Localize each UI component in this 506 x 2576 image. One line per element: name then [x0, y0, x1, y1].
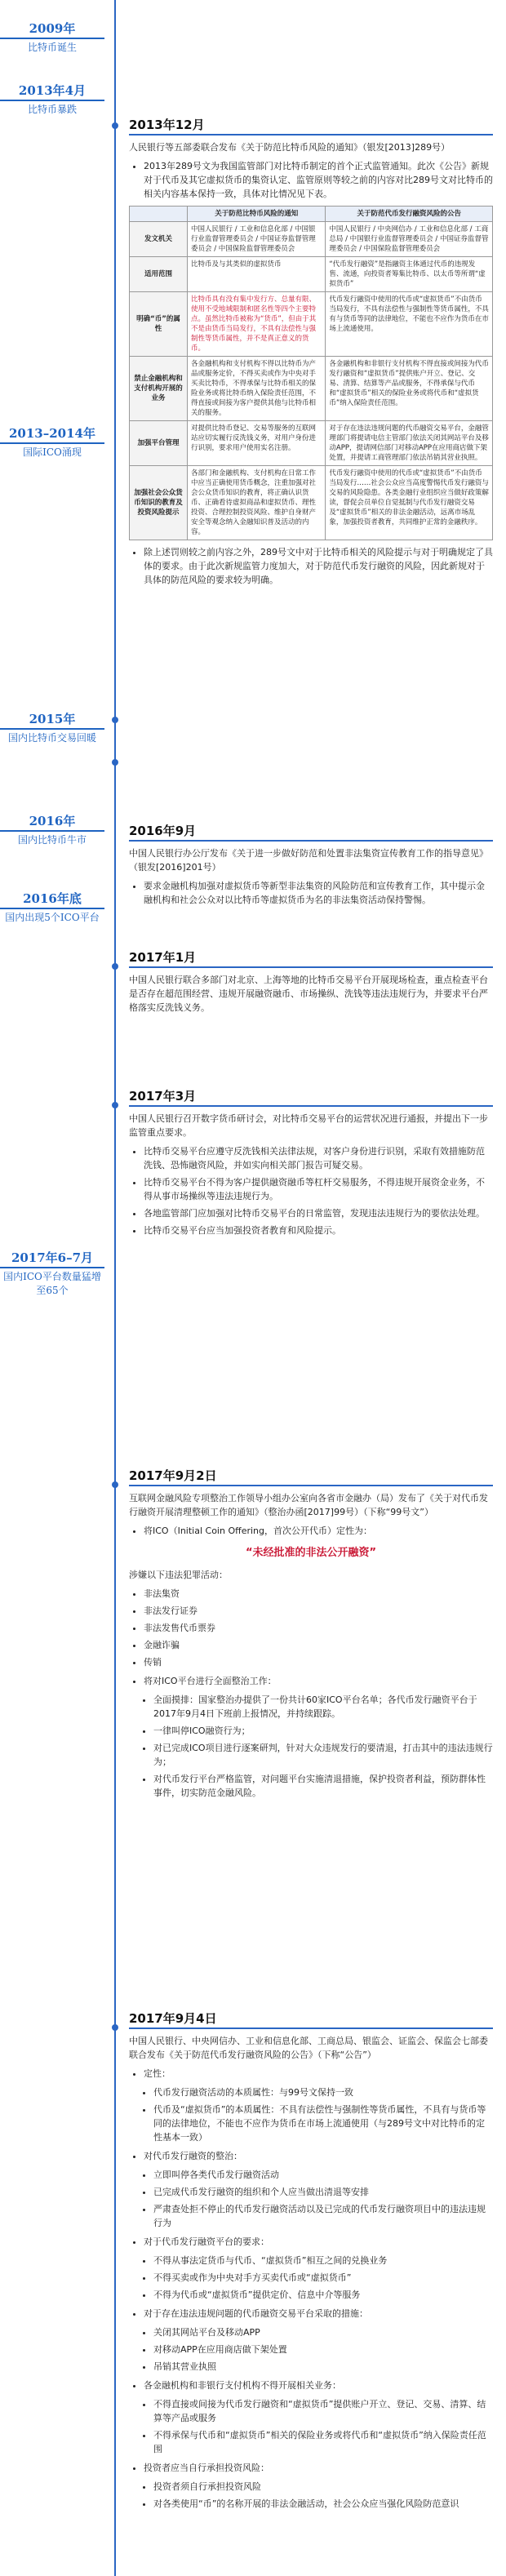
- table-row: [130, 292, 493, 357]
- section-2016-09: [129, 824, 493, 912]
- table-header: 关于防范代币发行融资风险的公告: [326, 207, 493, 222]
- timeline-desc: 比特币暴跌: [27, 104, 77, 115]
- timeline-year: 2017年6–7月: [0, 1249, 104, 1268]
- list-item: • 代币及“虚拟货币”的本质属性：不具有法偿性与强制性等货币属性，不具有与货币等同的法律地位，不能也不应作为货币在市场上流通使用（与289号文中对比特币的定性基本一致）: [153, 2103, 493, 2144]
- timeline-dot: [112, 1102, 118, 1108]
- list-item: • 不得直接或间接为代币发行融资和“虚拟货币”提供账户开立、登记、交易、清算、结算等产品或服务: [153, 2397, 493, 2425]
- sub-list: [129, 2480, 493, 2511]
- section-2013-12: [129, 118, 493, 592]
- list-item: • 一律叫停ICO融资行为；: [153, 1724, 493, 1738]
- row-header: 发文机关: [130, 222, 188, 257]
- section-2017-03: [129, 1090, 493, 1242]
- timeline-year: 2016年: [0, 812, 104, 832]
- section-subhead: 涉嫌以下违法犯罪活动：: [129, 1570, 228, 1580]
- section-bullets: [129, 159, 493, 201]
- table-cell: 各金融机构和非银行支付机构不得直接或间接为代币发行融资和“虚拟货币”提供账户开立、登记、交易、清算、结算等产品或服务，不得承保与代币和“虚拟货币”相关的保险业务或将代币和“虚拟货币”纳入保险责任范围。: [326, 357, 493, 421]
- table-row: [130, 222, 493, 257]
- section-date: 2017年9月2日: [129, 1469, 493, 1486]
- table-cell: 中国人民银行 / 工业和信息化部 / 中国银行业监督管理委员会 / 中国证券监督管理委员会 / 中国保险监督管理委员会: [188, 222, 326, 257]
- table-header: 关于防范比特币风险的通知: [188, 207, 326, 222]
- list-item: • 吊销其营业执照: [153, 2360, 493, 2374]
- section-bullets: [129, 2067, 493, 2081]
- list-item: • 对移动APP在应用商店做下架处置: [153, 2343, 493, 2356]
- timeline-year: 2013年4月: [0, 82, 104, 101]
- list-item: • 不得承保与代币和“虚拟货币”相关的保险业务或将代币和“虚拟货币”纳入保险责任范围: [153, 2428, 493, 2456]
- section-intro: 中国人民银行办公厅发布《关于进一步做好防范和处置非法集资宣传教育工作的指导意见》（银发[2016]201号）: [129, 848, 488, 873]
- section-date: 2013年12月: [129, 118, 493, 135]
- table-cell: “代币发行融资”是指融资主体通过代币的违规发售、流通，向投资者筹集比特币、以太币等所谓“虚拟货币”: [326, 257, 493, 292]
- bullet-item: • 对代币发行融资的整治：: [144, 2149, 493, 2163]
- bullet-item: • 比特币交易平台应当加强投资者教育和风险提示。: [144, 1224, 493, 1237]
- timeline-dot: [112, 759, 118, 766]
- section-intro: 人民银行等五部委联合发布《关于防范比特币风险的通知》（银发[2013]289号）: [129, 142, 451, 153]
- bullet-item: • 对于存在违法违规问题的代币融资交易平台采取的措施：: [144, 2307, 493, 2321]
- timeline-2009: [0, 20, 104, 55]
- timeline-desc: 国际ICO涌现: [23, 446, 82, 458]
- section-bullets: [129, 2149, 493, 2163]
- section-intro: 互联网金融风险专项整治工作领导小组办公室向各省市金融办（局）发布了《关于对代币发行融资开展清理整顿工作的通知》（整治办函[2017]99号）（下称“99号文”）: [129, 1493, 488, 1517]
- row-header: 禁止金融机构和支付机构开展的业务: [130, 357, 188, 421]
- list-item: • 严肃查处拒不停止的代币发行融资活动以及已完成的代币发行融资项目中的违法违规行为: [153, 2202, 493, 2230]
- timeline-dot: [112, 717, 118, 723]
- section-bullets: [129, 2461, 493, 2475]
- timeline-year: 2013–2014年: [0, 424, 104, 444]
- crime-list: [129, 1587, 493, 1669]
- table-cell: 对提供比特币登记、交易等服务的互联网站应切实履行反洗钱义务，对用户身份进行识别，要求用户使用实名注册。: [188, 421, 326, 466]
- timeline-year: 2015年: [0, 710, 104, 730]
- table-cell: 代币发行融资中使用的代币或“虚拟货币”不由货币当局发行，不具有法偿性与强制性等货币属性，不具有与货币等同的法律地位，不能也不应作为货币在市场上流通使用。: [326, 292, 493, 357]
- ico-definition-quote: “未经批准的非法公开融资”: [245, 1547, 377, 1559]
- list-item: • 已完成代币发行融资的组织和个人应当做出清退等安排: [153, 2185, 493, 2199]
- list-item: • 对各类使用“币”的名称开展的非法金融活动，社会公众应当强化风险防范意识: [153, 2497, 493, 2511]
- sub-list: [129, 2168, 493, 2230]
- section-bullets: [129, 1524, 493, 1538]
- sub-list: [129, 2325, 493, 2374]
- table-row: [130, 357, 493, 421]
- timeline-year: 2009年: [0, 20, 104, 39]
- timeline-desc: 比特币诞生: [27, 42, 77, 53]
- list-item: • 不得从事法定货币与代币、“虚拟货币”相互之间的兑换业务: [153, 2254, 493, 2267]
- section-date: 2017年1月: [129, 951, 493, 968]
- sub-list: [129, 2085, 493, 2144]
- table-corner: [130, 207, 188, 222]
- section-intro: 中国人民银行、中央网信办、工业和信息化部、工商总局、银监会、证监会、保监会七部委联合发布《关于防范代币发行融资风险的公告》（下称“公告”）: [129, 2036, 488, 2060]
- section-intro: 中国人民银行召开数字货币研讨会，对比特币交易平台的运营状况进行通报，并提出下一步监管重点要求。: [129, 1113, 488, 1138]
- table-cell: 对于存在违法违规问题的代币融资交易平台，金融管理部门将提请电信主管部门依法关闭其网站平台及移动APP，提请网信部门对移动APP在应用商店做下架处置，并提请工商管理部门依法吊销其营业执照。: [326, 421, 493, 466]
- section-date: 2017年9月4日: [129, 2012, 493, 2029]
- table-row: [130, 257, 493, 292]
- bullet-item: • 将对ICO平台进行全面整治工作：: [144, 1674, 493, 1688]
- bullet-item: • 比特币交易平台应遵守反洗钱相关法律法规，对客户身份进行识别，采取有效措施防范洗钱、恐怖融资风险，并如实向相关部门报告可疑交易。: [144, 1144, 493, 1172]
- sub-list: [129, 2254, 493, 2302]
- table-cell: 中国人民银行 / 中央网信办 / 工业和信息化部 / 工商总局 / 中国银行业监督管理委员会 / 中国证券监督管理委员会 / 中国保险监督管理委员会: [326, 222, 493, 257]
- list-item: • 不得买卖或作为中央对手方买卖代币或“虚拟货币”: [153, 2271, 493, 2285]
- timeline-desc: 国内ICO平台数量猛增至65个: [3, 1271, 101, 1296]
- timeline-2016-end: [0, 890, 104, 925]
- comparison-table: [129, 206, 493, 540]
- timeline-2013-2014: [0, 424, 104, 460]
- row-header: 适用范围: [130, 257, 188, 292]
- section-bullets: [129, 545, 493, 587]
- timeline-2016: [0, 812, 104, 847]
- bullet-item: • 比特币交易平台不得为客户提供融资融币等杠杆交易服务，不得违规开展资金业务，不得从事市场操纵等违法违规行为。: [144, 1175, 493, 1203]
- section-2017-09-04: [129, 2012, 493, 2516]
- timeline-2015: [0, 710, 104, 745]
- timeline-year: 2016年底: [0, 890, 104, 909]
- section-2017-09-02: [129, 1469, 493, 1805]
- table-cell: 比特币具有没有集中发行方、总量有限、使用不受地域限制和匿名性等四个主要特点。虽然比特币被称为“货币”，但由于其不是由货币当局发行，不具有法偿性与强制性等货币属性，并不是真正意义的货币。: [188, 292, 326, 357]
- timeline-dot: [112, 122, 118, 129]
- bullet-item: • 各地监管部门应加强对比特币交易平台的日常监管，发现违法违规行为的要依法处理。: [144, 1206, 493, 1220]
- section-bullets: [129, 1674, 493, 1688]
- list-item: • 非法发售代币票券: [144, 1621, 493, 1635]
- table-row: [130, 466, 493, 540]
- timeline-desc: 国内比特币交易回暖: [7, 732, 96, 744]
- list-item: • 立即叫停各类代币发行融资活动: [153, 2168, 493, 2182]
- timeline-desc: 国内比特币牛市: [17, 834, 87, 846]
- bullet-item: • 各金融机构和非银行支付机构不得开展相关业务：: [144, 2378, 493, 2392]
- bullet-item: • 对于代币发行融资平台的要求：: [144, 2235, 493, 2249]
- table-row: [130, 421, 493, 466]
- bullet-item: • 将ICO（Initial Coin Offering，首次公开代币）定性为：: [144, 1524, 493, 1538]
- section-bullets: [129, 1144, 493, 1237]
- list-item: • 全面摸排：国家整治办提供了一份共计60家ICO平台名单；各代币发行融资平台于2017年9月4日下班前上报情况，并持续跟踪。: [153, 1693, 493, 1721]
- list-item: • 金融诈骗: [144, 1638, 493, 1652]
- timeline-dot: [112, 2024, 118, 2031]
- list-item: • 代币发行融资活动的本质属性：与99号文保持一致: [153, 2085, 493, 2099]
- section-body: 中国人民银行联合多部门对北京、上海等地的比特币交易平台开展现场检查，重点检查平台是否存在超范围经营、违规开展融资融币、市场操纵、洗钱等违法违规行为，并要求平台严格落实反洗钱义务。: [129, 975, 488, 1013]
- list-item: • 关闭其网站平台及移动APP: [153, 2325, 493, 2339]
- list-item: • 投资者须自行承担投资风险: [153, 2480, 493, 2494]
- timeline-dot: [112, 963, 118, 970]
- sub-list: [129, 1693, 493, 1800]
- bullet-item: • 定性：: [144, 2067, 493, 2081]
- row-header: 明确“币”的属性: [130, 292, 188, 357]
- bullet-item: • 2013年289号文为我国监管部门对比特币制定的首个正式监管通知。此次《公告》新规对于代币及其它虚拟货币的集资认定、监管原则等较之前的内容对比289号文对比特币的相关内容基本保持一致，具体对比情况见下表。: [144, 159, 493, 201]
- timeline-axis: [114, 0, 116, 2576]
- timeline-dot: [112, 1481, 118, 1488]
- list-item: • 对已完成ICO项目进行逐案研判，针对大众违规发行的要清退，打击其中的违法违规行为；: [153, 1741, 493, 1769]
- section-bullets: [129, 2307, 493, 2321]
- timeline-2017-06-07: [0, 1249, 104, 1298]
- list-item: • 不得为代币或“虚拟货币”提供定价、信息中介等服务: [153, 2288, 493, 2302]
- table-cell: 各部门和金融机构、支付机构在日常工作中应当正确使用货币概念，注重加强对社会公众货币知识的教育，将正确认识货币、正确看待虚拟商品和虚拟货币、理性投资、合理控制投资风险、维护自身财产安全等观念纳入金融知识普及活动的内容。: [188, 466, 326, 540]
- list-item: • 非法集资: [144, 1587, 493, 1601]
- section-2017-01: [129, 951, 493, 1019]
- table-cell: 比特币及与其类似的虚拟货币: [188, 257, 326, 292]
- section-bullets: [129, 2378, 493, 2392]
- row-header: 加强社会公众货币知识的教育及投资风险提示: [130, 466, 188, 540]
- list-item: • 传销: [144, 1655, 493, 1669]
- list-item: • 非法发行证券: [144, 1604, 493, 1618]
- section-bullets: [129, 2235, 493, 2249]
- timeline-desc: 国内出现5个ICO平台: [5, 912, 100, 923]
- section-bullets: [129, 879, 493, 907]
- section-date: 2017年3月: [129, 1090, 493, 1107]
- timeline-2013-04: [0, 82, 104, 117]
- table-cell: 代币发行融资中使用的代币或“虚拟货币”不由货币当局发行……社会公众应当高度警惕代币发行融资与交易的风险隐患。各类金融行业组织应当做好政策解读，督促会员单位自觉抵制与代币发行融资交易及“虚拟货币”相关的非法金融活动，远离市场乱象，加强投资者教育，共同维护正常的金融秩序。: [326, 466, 493, 540]
- bullet-item: • 投资者应当自行承担投资风险：: [144, 2461, 493, 2475]
- bullet-item: • 除上述罚则较之前内容之外，289号文中对于比特币相关的风险提示与对于明确规定了具体的要求。由于此次新规监管力度加大，对于防范代币发行融资的风险，因此新规对于具体的防范风险的要求较为明确。: [144, 545, 493, 587]
- row-header: 加强平台管理: [130, 421, 188, 466]
- sub-list: [129, 2397, 493, 2456]
- bullet-item: • 要求金融机构加强对虚拟货币等新型非法集资的风险防范和宣传教育工作，其中提示金融机构和社会公众对以比特币等虚拟货币为名的非法集资活动保持警惕。: [144, 879, 493, 907]
- list-item: • 对代币发行平台严格监管，对问题平台实施清退措施，保护投资者利益，预防群体性事件，切实防范金融风险。: [153, 1772, 493, 1800]
- section-date: 2016年9月: [129, 824, 493, 842]
- table-cell: 各金融机构和支付机构不得以比特币为产品或服务定价，不得买卖或作为中央对手买卖比特币，不得承保与比特币相关的保险业务或将比特币纳入保险责任范围，不得直接或间接为客户提供其他与比特币相关的服务。: [188, 357, 326, 421]
